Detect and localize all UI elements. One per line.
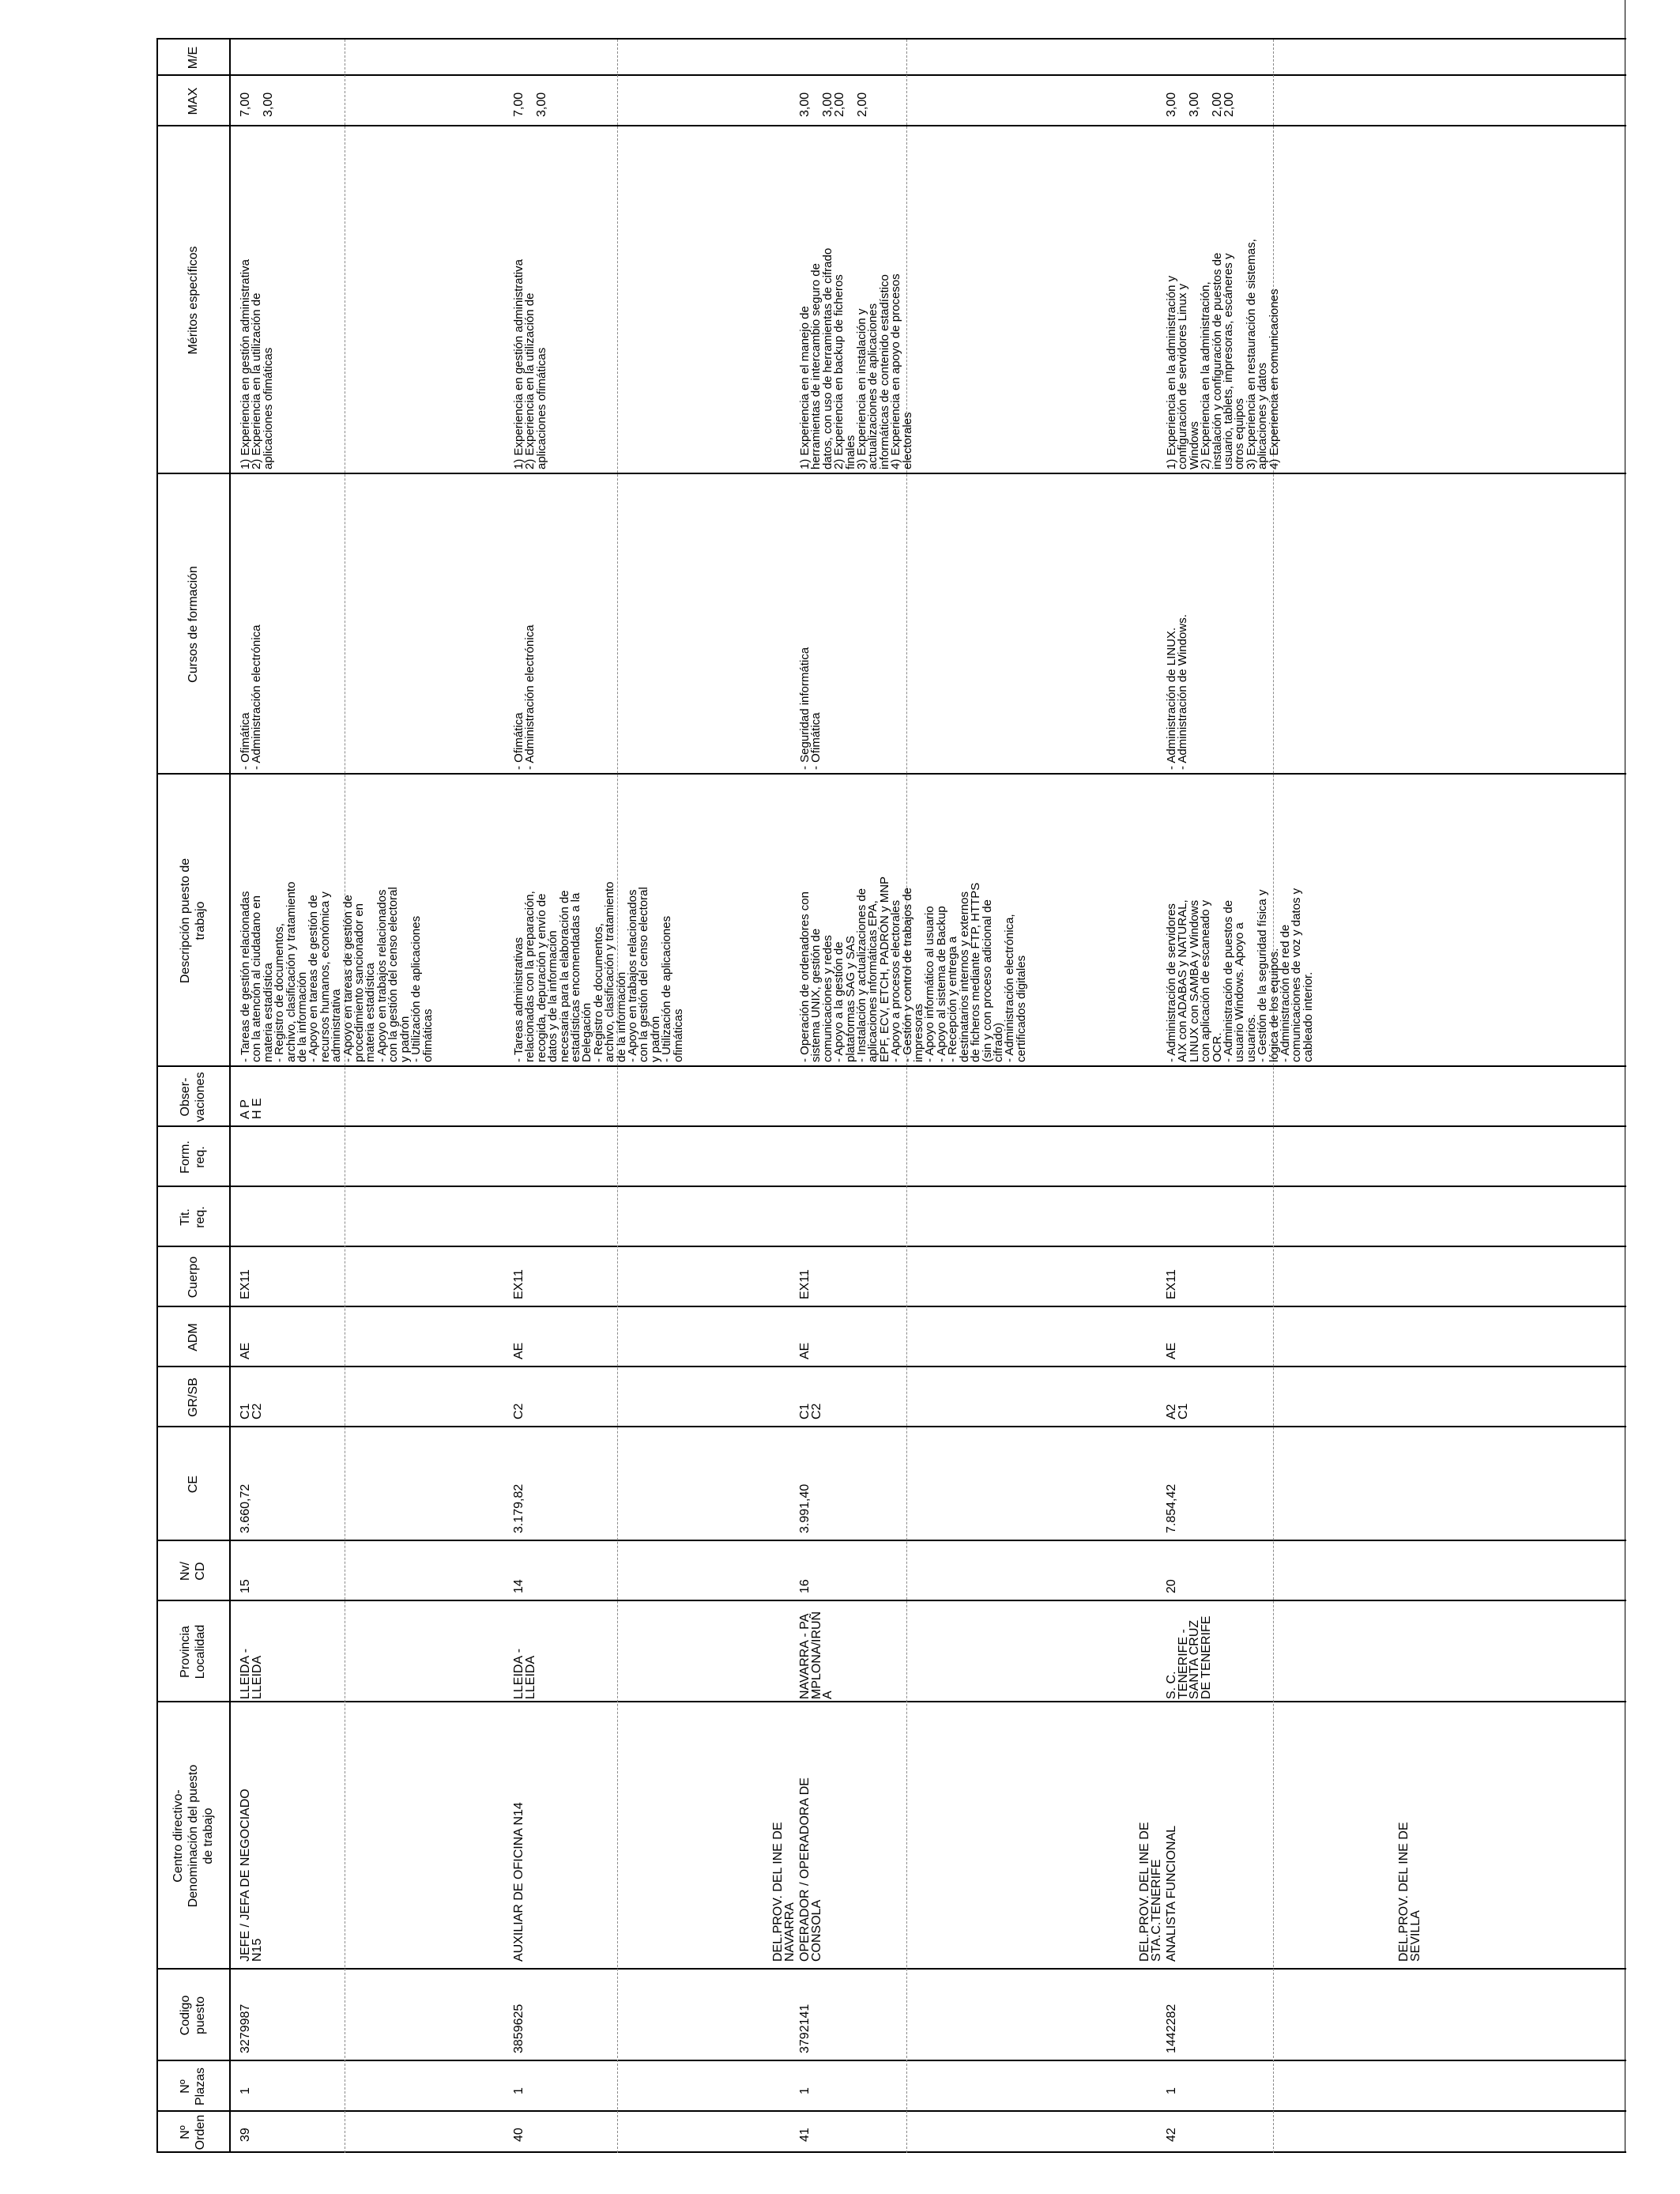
row-separator	[617, 40, 618, 2153]
header-grupo: GR/SB	[186, 1378, 200, 1417]
cell-plazas: 1	[798, 2087, 812, 2094]
cell-cursos: - Ofimática - Administración electrónica	[512, 624, 537, 770]
cell-orden: 39	[239, 2128, 252, 2142]
cell-adm: AE	[239, 1342, 252, 1359]
header-centro: Centro directivo- Denominación del puesto de trabajo	[171, 1764, 215, 1908]
cell-provincia: S. C. TENERIFE - SANTA CRUZ DE TENERIFE	[1165, 1615, 1213, 1699]
table-end-rule	[156, 38, 1626, 40]
cell-cursos: - Ofimática - Administración electrónica	[239, 624, 264, 770]
column-rule	[156, 1246, 1626, 1247]
header-max: MAX	[186, 87, 200, 115]
next-centro-heading: DEL.PROV. DEL INE DE SEVILLA	[1397, 1822, 1422, 1962]
cell-descripcion: - Tareas administrativas relacionadas con la preparación, recogida, depuración y envío de datos y de la información necesaria para la elaboración de estadísticas encomendadas a la Delegación - Registro de documentos, archivo, clasificación y tratamiento de la información - Apoyo en trabajos relacionados con la gestión del censo electoral y padrón - Utilización de aplicaciones ofimáticas	[512, 881, 685, 1062]
cell-meritos: 1) Experiencia en la administración y configuración de servidores Linux y Windows 2) Experiencia en la administración, instalación y configuración de puestos de usuario, tablets, impresoras, escáneres y otros equipos 3) Experiencia en restauración de sistemas, aplicaciones y datos 4) Experiencia en comunicaciones	[1165, 239, 1281, 469]
header-ce: CE	[186, 1475, 200, 1494]
header-orden: Nº Orden	[179, 2114, 207, 2151]
column-rule	[156, 1540, 1626, 1541]
cell-plazas: 1	[1165, 2087, 1178, 2094]
cell-descripcion: - Operación de ordenadores con sistema UNIX, gestión de comunicaciones y redes - Apoyo a la gestión de plataformas SAG y SAS - Instalación y actualizaciones de aplicaciones informáticas EPA, EPF, ECV, ETCH, PADRÓN y MNP - Apoyo a procesos electorales - Gestión y control de trabajos de impresoras - Apoyo informático al usuario - Apoyo al sistema de Backup - Recepción y entrega a destinatarios internos y externos de ficheros mediante FTP, HTTPS (sin y con proceso adicional de cifrado) - Administración electrónica, certificados digitales	[798, 876, 1028, 1062]
header-observaciones: Obser- vaciones	[179, 1072, 207, 1122]
cell-nivel: 20	[1165, 1579, 1178, 1593]
cell-centro-heading: DEL.PROV. DEL INE DE STA.C.TENERIFE	[1138, 1822, 1163, 1962]
cell-grupo: A2 C1	[1165, 1403, 1190, 1419]
cell-cuerpo: EX11	[239, 1269, 252, 1299]
cell-orden: 42	[1165, 2128, 1178, 2142]
column-rule	[156, 125, 1626, 126]
header-descripcion: Descripción puesto de trabajo	[179, 858, 207, 984]
cell-max: 7,00 3,00	[512, 92, 549, 117]
cell-grupo: C1 C2	[239, 1403, 264, 1419]
cell-cuerpo: EX11	[1165, 1269, 1178, 1299]
cell-centro: AUXILIAR DE OFICINA N14	[512, 1802, 525, 1962]
column-rule	[156, 1186, 1626, 1187]
header-nivel: Nv/ CD	[179, 1562, 207, 1581]
cell-centro: OPERADOR / OPERADORA DE CONSOLA	[798, 1777, 823, 1962]
cell-meritos: 1) Experiencia en gestión administrativa 2) Experiencia en la utilización de aplicaciones ofimáticas	[239, 259, 275, 469]
cell-nivel: 16	[798, 1579, 812, 1593]
column-rule	[156, 1968, 1626, 1970]
header-cursos: Cursos de formación	[186, 566, 200, 683]
column-rule	[156, 2060, 1626, 2061]
position-table	[156, 0, 1626, 2153]
cell-grupo: C2	[512, 1403, 525, 1419]
cell-descripcion: - Tareas de gestión relacionadas con la atención al ciudadano en materia estadística - Registro de documentos, archivo, clasificación y tratamiento de la información - Apoyo en tareas de gestión de recursos humanos, económica y administrativa - Apoyo en tareas de gestión de procedimiento sancionador en materia estadística - Apoyo en trabajos relacionados con la gestión del censo electoral y padrón - Utilización de aplicaciones ofimáticas	[239, 881, 435, 1062]
cell-orden: 40	[512, 2128, 525, 2142]
cell-orden: 41	[798, 2128, 812, 2142]
column-rule	[156, 1426, 1626, 1427]
cell-ce: 7.854,42	[1165, 1483, 1178, 1533]
cell-observaciones: A P H E	[239, 1098, 264, 1119]
cell-codigo: 3792141	[798, 2004, 812, 2053]
cell-provincia: LLEIDA - LLEIDA	[239, 1648, 264, 1699]
cell-plazas: 1	[239, 2087, 252, 2094]
column-rule	[156, 773, 1626, 775]
column-rule	[156, 1306, 1626, 1307]
table-top-rule	[156, 40, 158, 2153]
cell-max: 3,00 3,00 2,00 2,00	[1165, 92, 1236, 117]
header-codigo: Codigo puesto	[179, 1995, 207, 2036]
cell-adm: AE	[512, 1342, 525, 1359]
cell-provincia: NAVARRA - PA MPLONA/IRUÑ A	[798, 1611, 835, 1699]
cell-provincia: LLEIDA - LLEIDA	[512, 1648, 537, 1699]
header-provincia: Provincia Localidad	[179, 1624, 207, 1679]
cell-meritos: 1) Experiencia en el manejo de herramientas de intercambio seguro de datos, con uso de herramientas de cifrado 2) Experiencia en backup de ficheros finales 3) Experiencia en instalación y actualizaciones de aplicaciones informáticas de contenido estadístico 4) Experiencia en apoyo de procesos electorales	[798, 247, 914, 469]
cell-plazas: 1	[512, 2087, 525, 2094]
cell-cuerpo: EX11	[798, 1269, 812, 1299]
column-rule	[156, 74, 1626, 76]
cell-codigo: 3279987	[239, 2004, 252, 2053]
cell-descripcion: - Administración de servidores AIX con ADABAS y NATURAL, LINUX con SAMBA y Windows con aplicación de escaneado y OCR. - Administración de puestos de usuario Windows. Apoyo a usuarios. - Gestión de la seguridad física y lógica de los equipos. - Administración de red de comunicaciones de voz y datos y cableado interior.	[1165, 888, 1315, 1062]
column-rule	[156, 1065, 1626, 1067]
cell-nivel: 14	[512, 1579, 525, 1593]
cell-ce: 3.991,40	[798, 1483, 812, 1533]
column-rule	[156, 1366, 1626, 1367]
cell-max: 3,00 3,00 2,00 2,00	[798, 92, 869, 117]
cell-codigo: 1442282	[1165, 2004, 1178, 2053]
column-rule	[156, 473, 1626, 474]
table-left-rule	[156, 2151, 1626, 2153]
cell-ce: 3.179,82	[512, 1483, 525, 1533]
column-rule	[156, 1600, 1626, 1601]
cell-ce: 3.660,72	[239, 1483, 252, 1533]
cell-codigo: 3859625	[512, 2004, 525, 2053]
cell-meritos: 1) Experiencia en gestión administrativa 2) Experiencia en la utilización de aplicaciones ofimáticas	[512, 259, 548, 469]
cell-grupo: C1 C2	[798, 1403, 823, 1419]
cell-adm: AE	[1165, 1342, 1178, 1359]
cell-adm: AE	[798, 1342, 812, 1359]
header-adm: ADM	[186, 1323, 200, 1351]
cell-nivel: 15	[239, 1579, 252, 1593]
cell-cursos: - Administración de LINUX. - Administración de Windows.	[1165, 614, 1190, 770]
header-formacion: Form. req.	[179, 1140, 207, 1174]
cell-centro: ANALISTA FUNCIONAL	[1165, 1825, 1178, 1962]
cell-max: 7,00 3,00	[239, 92, 276, 117]
header-cuerpo: Cuerpo	[186, 1256, 200, 1299]
header-me: M/E	[186, 46, 200, 70]
header-meritos: Méritos específicos	[186, 246, 200, 355]
column-rule	[156, 1701, 1626, 1702]
cell-centro-heading: DEL.PROV. DEL INE DE NAVARRA	[771, 1822, 797, 1962]
cell-cuerpo: EX11	[512, 1269, 525, 1299]
column-rule	[156, 2110, 1626, 2112]
cell-centro: JEFE / JEFA DE NEGOCIADO N15	[239, 1789, 264, 1962]
header-plazas: Nº Plazas	[179, 2067, 207, 2106]
cell-cursos: - Seguridad informática - Ofimática	[798, 647, 823, 770]
header-bottom-rule	[229, 40, 231, 2153]
column-rule	[156, 1125, 1626, 1127]
header-titulacion: Tit. req.	[179, 1206, 207, 1228]
